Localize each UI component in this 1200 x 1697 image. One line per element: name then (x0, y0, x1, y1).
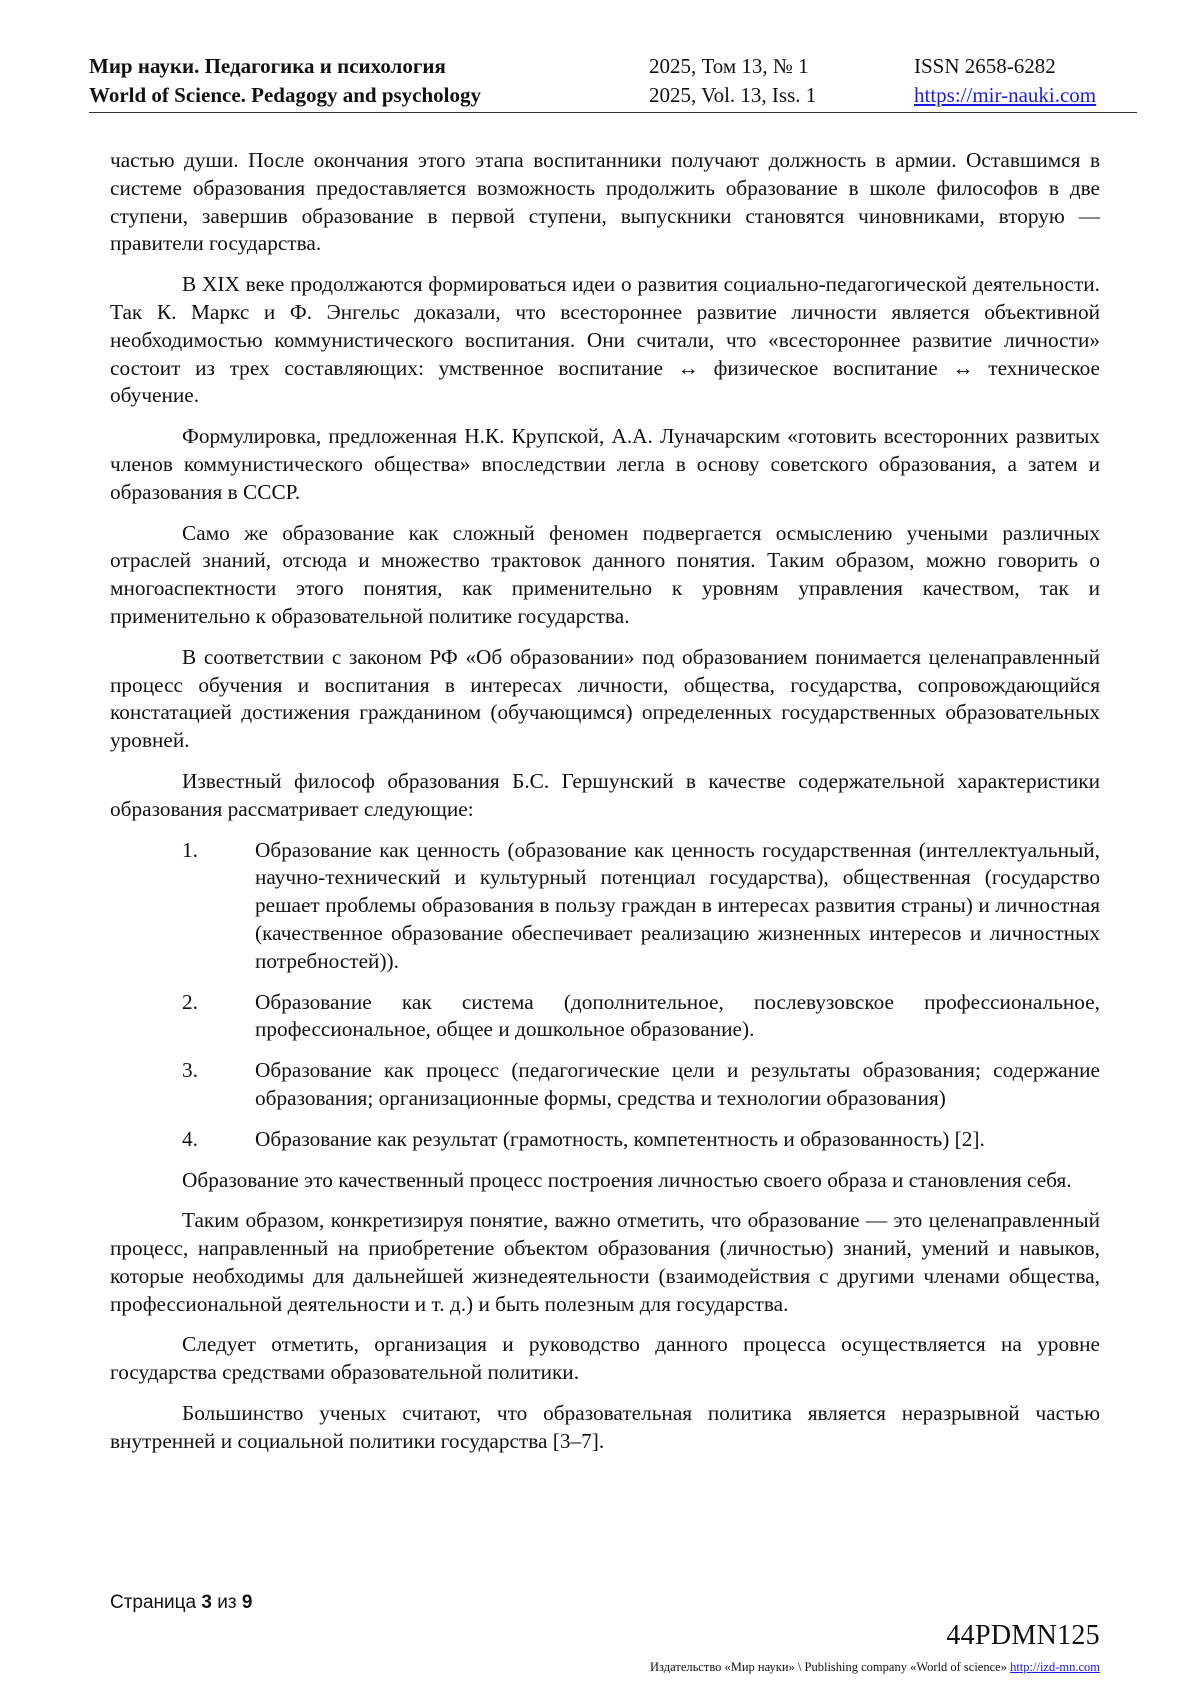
paragraph-7: Образование это качественный процесс построения личностью своего образа и становления себя. (182, 1167, 1072, 1192)
article-body (110, 147, 1100, 1469)
list-item-text: Образование как процесс (педагогические цели и результаты образования; содержание образования; организационные формы, средства и технологии образования) (255, 1058, 1100, 1110)
paragraph-8: Таким образом, конкретизируя понятие, важно отметить, что образование — это целенаправленный процесс, направленный на приобретение объектом образования (личностью) знаний, умений и навыков, которые необходимы для дальнейшей жизнедеятельности (взаимодействия с другими членами общества, профессиональной деятельности и т. д.) и быть полезным для государства. (110, 1208, 1100, 1316)
list-item-number: 2. (182, 989, 198, 1014)
journal-title-ru: Мир науки. Педагогика и психология (89, 54, 446, 78)
volume-en: 2025, Vol. 13, Iss. 1 (649, 83, 817, 107)
list-item-text: Образование как ценность (образование как ценность государственная (интеллектуальный, научно-технический и культурный потенциал государства), общественная (государство решает проблемы образования в пользу граждан в интересах развития страны) и личностная (качественное образование обеспечивает реализацию жизненных интересов и личностных потребностей)). (255, 837, 1100, 973)
characteristics-list (110, 837, 1100, 1154)
article-code: 44PDMN125 (946, 1620, 1100, 1651)
publisher-line (650, 1660, 1100, 1675)
paragraph-3: Формулировка, предложенная Н.К. Крупской, А.А. Луначарским «готовить всесторонних развитых членов коммунистического общества» впоследствии легла в основу советского образования, а затем и образования в СССР. (110, 424, 1100, 504)
volume-ru: 2025, Том 13, № 1 (649, 54, 809, 78)
paragraph-9: Следует отметить, организация и руководство данного процесса осуществляется на уровне государства средствами образовательной политики. (110, 1332, 1100, 1385)
page-of-label: из (217, 1592, 237, 1613)
list-item-number: 4. (182, 1126, 198, 1151)
list-item (110, 989, 1100, 1045)
journal-issn (914, 52, 1096, 110)
page-total: 9 (241, 1592, 253, 1613)
list-item-number: 3. (182, 1058, 198, 1083)
list-item (110, 1057, 1100, 1113)
paragraph-5: В соответствии с законом РФ «Об образовании» под образованием понимается целенаправленный процесс обучения и воспитания в интересах личности, общества, государства, сопровождающийся констатацией достижения гражданином (обучающимся) определенных государственных образовательных уровней. (110, 644, 1100, 753)
list-item-text: Образование как результат (грамотность, компетентность и образованность) [2]. (255, 1126, 985, 1151)
issn: ISSN 2658-6282 (914, 54, 1056, 78)
list-item (110, 1126, 1100, 1154)
paragraph-4: Само же образование как сложный феномен подвергается осмыслению учеными различных отраслей знаний, отсюда и множество трактовок данного понятия. Таким образом, можно говорить о многоаспектности этого понятия, как применительно к уровням управления качеством, так и применительно к образовательной политике государства. (110, 520, 1100, 628)
paragraph-6: Известный философ образования Б.С. Гершунский в качестве содержательной характеристики образования рассматривает следующие: (110, 768, 1100, 821)
journal-title-en: World of Science. Pedagogy and psychology (89, 83, 482, 107)
list-item-number: 1. (182, 837, 198, 862)
page-label: Страница (110, 1592, 197, 1613)
journal-volume (649, 52, 816, 110)
paragraph-1: частью души. После окончания этого этапа воспитанники получают должность в армии. Оставшимся в системе образования предоставляется возможность продолжить образование в школе философов в две ступени, завершив образование в первой ступени, выпускники становятся чиновниками, вторую — правители государства. (110, 148, 1100, 256)
journal-title (89, 52, 481, 110)
page-number: 3 (201, 1592, 212, 1613)
journal-url-link[interactable]: https://mir-nauki.com (914, 83, 1097, 107)
paragraph-10: Большинство ученых считают, что образовательная политика является неразрывной частью внутренней и социальной политики государства [3–7]. (110, 1401, 1100, 1453)
paragraph-2: В XIX веке продолжаются формироваться идеи о развития социально-педагогической деятельности. Так К. Маркс и Ф. Энгельс доказали, что всестороннее развитие личности является объективной необходимостью коммунистического воспитания. Они считали, что «всестороннее развитие личности» состоит из трех составляющих: умственное воспитание ↔ физическое воспитание ↔ техническое обучение. (110, 272, 1100, 408)
list-item (110, 837, 1100, 976)
page-header (89, 52, 1137, 113)
publisher-text: Издательство «Мир науки» \ Publishing company «World of science» (650, 1660, 1007, 1674)
publisher-url-link[interactable]: http://izd-mn.com (1010, 1660, 1100, 1674)
list-item-text: Образование как система (дополнительное, послевузовское профессиональное, профессиональное, общее и дошкольное образование). (255, 989, 1100, 1042)
page-counter (110, 1592, 252, 1614)
